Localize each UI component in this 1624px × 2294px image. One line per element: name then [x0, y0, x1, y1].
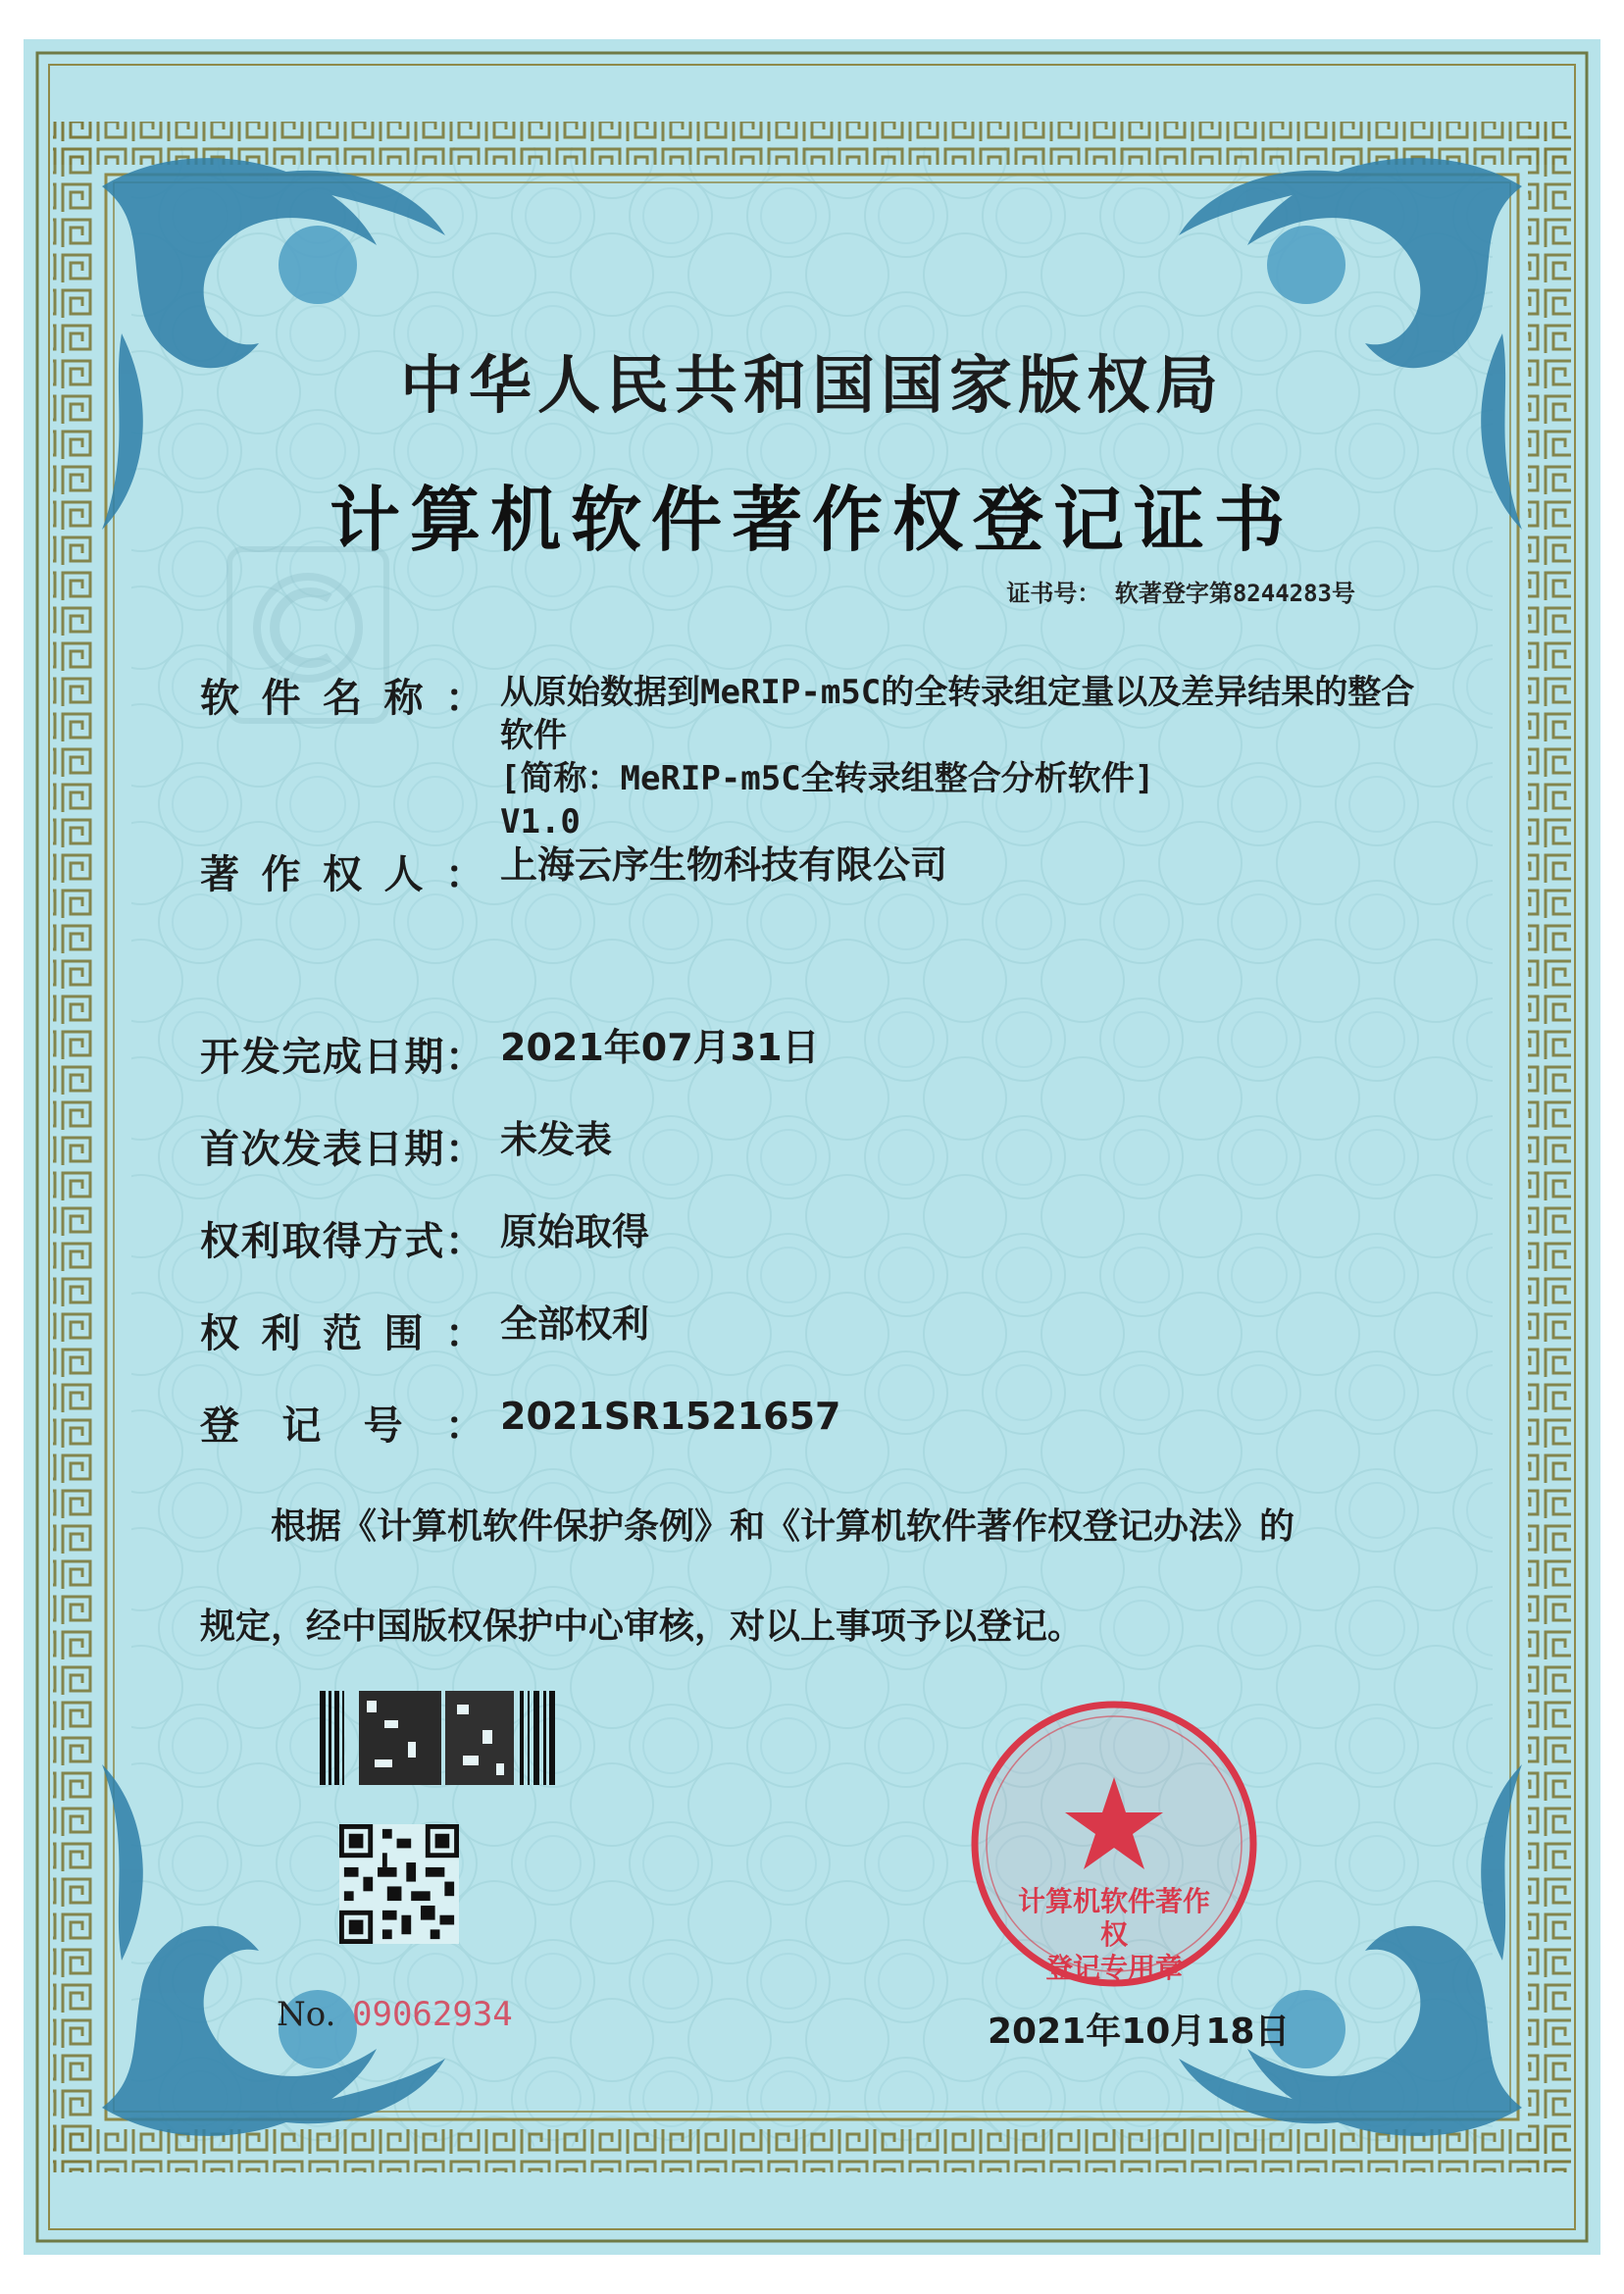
software-name-line-1: 从原始数据到MeRIP-m5C的全转录组定量以及差异结果的整合 — [500, 673, 1415, 712]
issue-date: 2021年10月18日 — [988, 2012, 1291, 2052]
certificate — [24, 39, 1600, 2255]
certificate-number: 证书号： 软著登字第8244283号 — [1006, 580, 1355, 607]
field-value-registration-number: 2021SR1521657 — [500, 1395, 841, 1438]
software-name-line-2: 软件 — [500, 716, 567, 755]
field-value-software-name — [500, 671, 1414, 843]
serial-number-label: No. — [277, 1995, 336, 2034]
corner-ornament-bottom-left — [102, 1764, 445, 2136]
field-label-completion-date: 开发完成日期： — [200, 1035, 484, 1080]
software-short-name: [简称：MeRIP-m5C全转录组整合分析软件] — [500, 759, 1155, 798]
field-label-registration-number: 登记号： — [200, 1403, 484, 1449]
seal-inner-text — [1007, 1885, 1221, 1985]
field-value-acquisition-method: 原始取得 — [500, 1210, 650, 1253]
certificate-title: 计算机软件著作权登记证书 — [329, 478, 1294, 561]
field-value-rights-scope: 全部权利 — [500, 1302, 650, 1346]
field-label-acquisition-method: 权利取得方式： — [200, 1219, 484, 1264]
field-value-completion-date: 2021年07月31日 — [500, 1026, 820, 1069]
statement-line-2: 规定，经中国版权保护中心审核，对以上事项予以登记。 — [200, 1606, 1084, 1647]
issuing-authority: 中华人民共和国国家版权局 — [400, 350, 1224, 423]
field-label-copyright-owner: 著作权人： — [200, 852, 484, 897]
seal-inner-line-1: 计算机软件著作权 — [1017, 1885, 1210, 1951]
seal-inner-line-2: 登记专用章 — [1044, 1952, 1183, 1984]
field-label-software-name: 软件名称： — [200, 676, 484, 721]
field-value-copyright-owner: 上海云序生物科技有限公司 — [500, 843, 948, 887]
statement-line-1: 根据《计算机软件保护条例》和《计算机软件著作权登记办法》的 — [271, 1506, 1295, 1547]
qr-code — [339, 1824, 459, 1944]
field-label-publication-date: 首次发表日期： — [200, 1127, 484, 1172]
software-version: V1.0 — [500, 802, 581, 841]
field-label-rights-scope: 权利范围： — [200, 1311, 484, 1356]
field-value-publication-date: 未发表 — [500, 1118, 613, 1161]
barcode — [320, 1691, 555, 1785]
serial-number: 09062934 — [352, 1995, 513, 2034]
